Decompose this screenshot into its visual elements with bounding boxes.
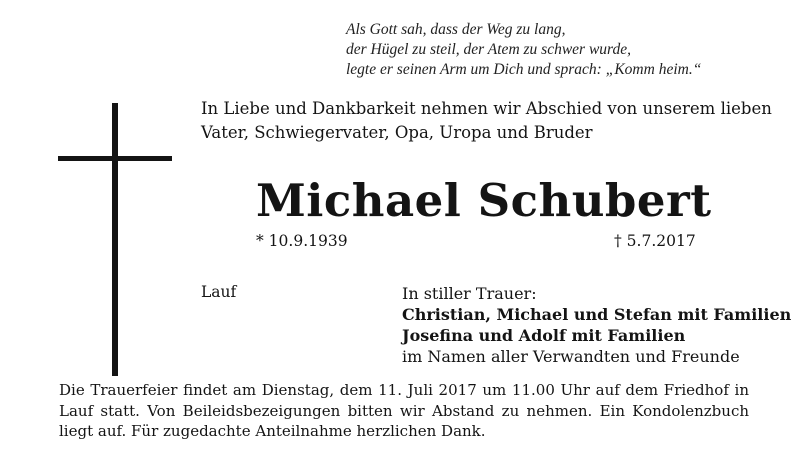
mourners-closing: im Namen aller Verwandten und Freunde: [402, 347, 740, 366]
poem: [346, 20, 701, 80]
poem-line: Als Gott sah, dass der Weg zu lang,: [346, 21, 566, 38]
place-label: Lauf: [201, 283, 237, 301]
mourners-heading: In stiller Trauer:: [402, 284, 537, 303]
intro-text: [201, 97, 772, 145]
poem-line: legte er seinen Arm um Dich und sprach: „Komm heim.“: [346, 61, 702, 78]
mourners-block: [402, 283, 791, 367]
cross-horizontal-bar: [58, 156, 172, 161]
deceased-name: Michael Schubert: [256, 174, 712, 227]
intro-line: In Liebe und Dankbarkeit nehmen wir Abschied von unserem lieben: [201, 99, 772, 118]
intro-line: Vater, Schwiegervater, Opa, Uropa und Bruder: [201, 123, 593, 142]
death-date: † 5.7.2017: [614, 232, 696, 250]
poem-line: der Hügel zu steil, der Atem zu schwer wurde,: [346, 41, 632, 58]
family-line: Josefina und Adolf mit Familien: [402, 326, 686, 345]
cross-vertical-bar: [112, 103, 118, 376]
family-line: Christian, Michael und Stefan mit Familien: [402, 305, 792, 324]
birth-date: * 10.9.1939: [256, 232, 348, 250]
funeral-notice-footer: Die Trauerfeier findet am Dienstag, dem 11. Juli 2017 um 11.00 Uhr auf dem Friedhof in Lauf statt. Von Beileidsbezeigungen bitten wir Abstand zu nehmen. Ein Kondolenzbuch liegt auf. Für zugedachte Anteilnahme herzlichen Dank.: [59, 381, 749, 440]
